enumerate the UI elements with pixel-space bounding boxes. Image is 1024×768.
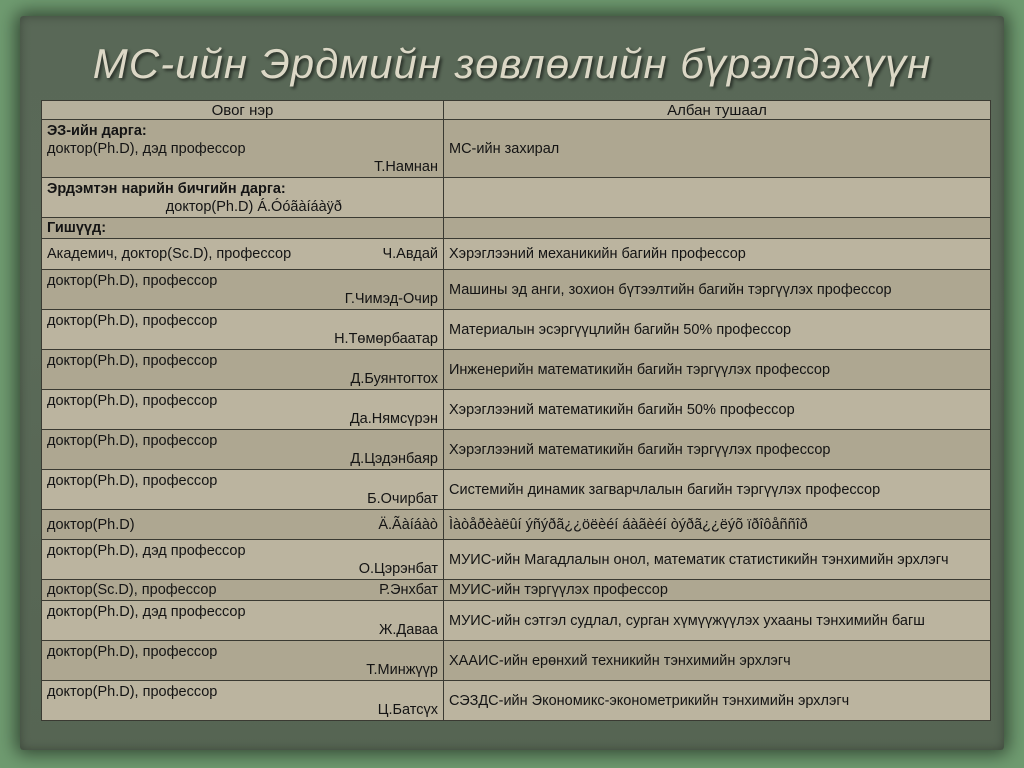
member-position: Машины эд анги, зохион бүтээлтийн багийн тэргүүлэх профессор (444, 270, 991, 310)
chair-name: Т.Намнан (374, 158, 438, 175)
member-name: Р.Энхбат (379, 582, 438, 598)
members-label: Гишүүд: (47, 220, 107, 236)
member-name-cell (42, 310, 444, 350)
member-name-cell (42, 390, 444, 430)
member-name: Б.Очирбат (367, 490, 438, 507)
member-position: СЭЗДС-ийн Экономикс-эконометрикийн тэнхимийн эрхлэгч (444, 681, 991, 721)
member-degree: доктор(Ph.D), дэд профессор (47, 603, 246, 620)
member-name-cell (42, 540, 444, 580)
member-degree: доктор(Ph.D), профессор (47, 472, 218, 489)
table-header-row (42, 101, 991, 120)
table-row (42, 601, 991, 641)
table-row-secretary (42, 178, 991, 218)
chair-position: МС-ийн захирал (444, 120, 991, 178)
chair-name-cell (42, 120, 444, 178)
member-name-cell (42, 239, 444, 270)
member-name: Ä.Ãàíáàò (378, 516, 438, 533)
table-row-chair (42, 120, 991, 178)
member-position: МУИС-ийн тэргүүлэх профессор (444, 580, 991, 601)
member-degree: доктор(Sc.D), профессор (47, 582, 217, 598)
member-name: Ч.Авдай (382, 246, 438, 262)
members-label-empty (444, 218, 991, 239)
member-name-cell (42, 430, 444, 470)
member-degree: доктор(Ph.D), профессор (47, 272, 218, 289)
member-degree: доктор(Ph.D), профессор (47, 352, 218, 369)
table-row (42, 310, 991, 350)
member-degree: доктор(Ph.D), профессор (47, 643, 218, 660)
member-name-cell (42, 641, 444, 681)
member-name: Д.Буянтогтох (350, 370, 438, 387)
council-table (41, 100, 991, 721)
member-name: Да.Нямсүрэн (349, 410, 438, 427)
header-position: Албан тушаал (444, 101, 991, 120)
member-name-cell (42, 510, 444, 540)
member-position: Материалын эсэргүүцлийн багийн 50% профессор (444, 310, 991, 350)
member-degree: доктор(Ph.D) (47, 516, 135, 533)
member-name: Г.Чимэд-Очир (344, 290, 438, 307)
member-name: О.Цэрэнбат (358, 560, 438, 577)
member-position: ХААИС-ийн ерөнхий техникийн тэнхимийн эрхлэгч (444, 641, 991, 681)
table-row (42, 580, 991, 601)
member-degree: доктор(Ph.D), профессор (47, 392, 218, 409)
member-name: Н.Төмөрбаатар (334, 330, 438, 347)
member-degree: доктор(Ph.D), дэд профессор (47, 542, 246, 559)
member-name: Д.Цэдэнбаяр (350, 450, 438, 467)
member-name-cell (42, 681, 444, 721)
table-row-members-label (42, 218, 991, 239)
member-position: Хэрэглээний механикийн багийн профессор (444, 239, 991, 270)
secretary-name-cell (42, 178, 444, 218)
table-row (42, 540, 991, 580)
member-degree: доктор(Ph.D), профессор (47, 683, 218, 700)
member-position: Инженерийн математикийн багийн тэргүүлэх профессор (444, 350, 991, 390)
member-name-cell (42, 470, 444, 510)
member-name-cell (42, 580, 444, 601)
member-name-cell (42, 270, 444, 310)
member-degree: доктор(Ph.D), профессор (47, 312, 218, 329)
header-name: Овог нэр (42, 101, 444, 120)
table-row (42, 239, 991, 270)
member-position: МУИС-ийн Магадлалын онол, математик статистикийн тэнхимийн эрхлэгч (444, 540, 991, 580)
table-row (42, 510, 991, 540)
table-row (42, 270, 991, 310)
table-row (42, 641, 991, 681)
secretary-degree-name: доктор(Ph.D) Á.Óóãàíáàÿð (165, 198, 342, 215)
table-row (42, 350, 991, 390)
slide-title: МС-ийн Эрдмийн зөвлөлийн бүрэлдэхүүн (92, 40, 932, 87)
table-row (42, 681, 991, 721)
member-name: Т.Минжүүр (366, 661, 438, 678)
member-name-cell (42, 601, 444, 641)
secretary-position (444, 178, 991, 218)
table-row (42, 430, 991, 470)
member-name-cell (42, 350, 444, 390)
member-degree: доктор(Ph.D), профессор (47, 432, 218, 449)
chair-degree: доктор(Ph.D), дэд профессор (47, 140, 246, 157)
secretary-role: Эрдэмтэн нарийн бичгийн дарга: (47, 180, 286, 197)
table-row (42, 470, 991, 510)
member-position: Ìàòåðèàëûí ýñýðã¿¿öëèéí áàãèéí òýðã¿¿ëýõ ïðîôåññîð (444, 510, 991, 540)
member-position: МУИС-ийн сэтгэл судлал, сурган хүмүүжүүлэх ухааны тэнхимийн багш (444, 601, 991, 641)
members-label-cell (42, 218, 444, 239)
member-position: Хэрэглээний математикийн багийн 50% профессор (444, 390, 991, 430)
member-degree: Академич, доктор(Sc.D), профессор (47, 246, 292, 262)
member-name: Ж.Даваа (379, 621, 438, 638)
chair-role: ЭЗ-ийн дарга: (47, 122, 147, 139)
table-row (42, 390, 991, 430)
member-position: Системийн динамик загварчлалын багийн тэргүүлэх профессор (444, 470, 991, 510)
member-name: Ц.Батсүх (377, 701, 438, 718)
member-position: Хэрэглээний математикийн багийн тэргүүлэх профессор (444, 430, 991, 470)
